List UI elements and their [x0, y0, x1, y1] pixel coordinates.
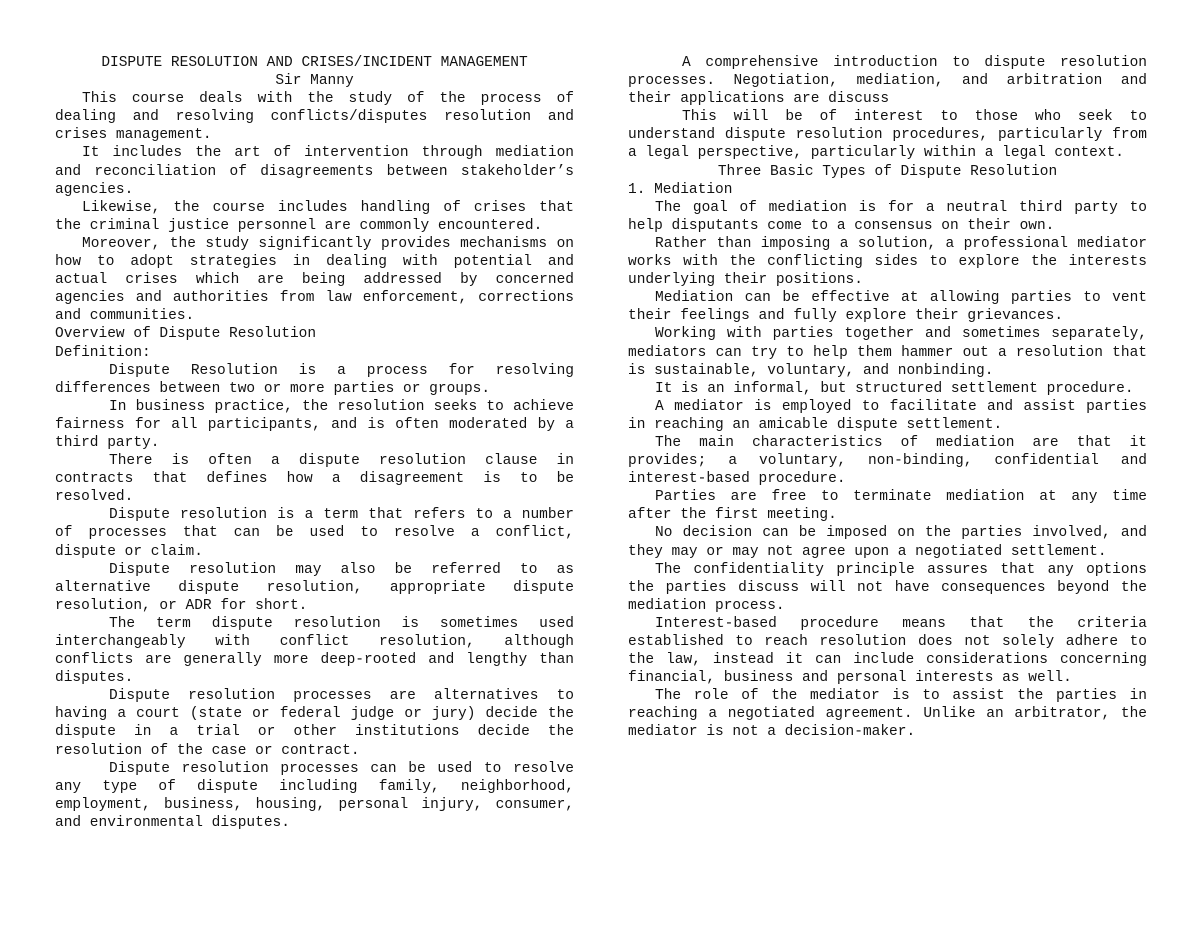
- mediation-paragraph: The main characteristics of mediation are that it provides; a voluntary, non-binding, confidential and interest-based procedure.: [628, 434, 1147, 488]
- mediation-paragraph: The goal of mediation is for a neutral third party to help disputants come to a consensus on their own.: [628, 199, 1147, 234]
- definition-paragraph: Dispute Resolution is a process for resolving differences between two or more parties or groups.: [55, 362, 574, 397]
- intro-paragraph: A comprehensive introduction to dispute resolution processes. Negotiation, mediation, and arbitration and their applications are discuss: [628, 55, 1147, 108]
- overview-heading: Overview of Dispute Resolution: [55, 326, 317, 343]
- definition-paragraph: Dispute resolution may also be referred to as alternative dispute resolution, appropriate dispute resolution, or ADR for short.: [55, 561, 574, 614]
- definition-paragraph: Dispute resolution is a term that refers to a number of processes that can be used to resolve a conflict, dispute or claim.: [55, 507, 574, 560]
- definition-paragraph: The term dispute resolution is sometimes used interchangeably with conflict resolution, although conflicts are generally more deep-rooted and lengthy than disputes.: [55, 615, 574, 687]
- right-column: [628, 54, 1147, 742]
- types-heading: Three Basic Types of Dispute Resolution: [717, 163, 1058, 180]
- mediation-paragraph: The role of the mediator is to assist the parties in reaching a negotiated agreement. Unlike an arbitrator, the mediator is not a decision-maker.: [628, 688, 1147, 741]
- definition-paragraph: In business practice, the resolution seeks to achieve fairness for all participants, and is often moderated by a third party.: [55, 398, 574, 451]
- mediation-heading: 1. Mediation: [628, 181, 733, 198]
- mediation-paragraph: It is an informal, but structured settlement procedure.: [655, 380, 1134, 397]
- mediation-paragraph: Interest-based procedure means that the criteria established to reach resolution does not solely adhere to the law, instead it can include considerations concerning financial, business and personal interests as well.: [628, 615, 1147, 687]
- definition-paragraph: There is often a dispute resolution clause in contracts that defines how a disagreement is to be resolved.: [55, 453, 574, 506]
- mediation-paragraph: A mediator is employed to facilitate and assist parties in reaching an amicable dispute settlement.: [628, 398, 1147, 433]
- definition-heading: Definition:: [55, 344, 151, 361]
- document-title: DISPUTE RESOLUTION AND CRISES/INCIDENT MANAGEMENT: [101, 55, 528, 71]
- mediation-paragraph: Working with parties together and sometimes separately, mediators can try to help them hammer out a resolution that is sustainable, voluntary, and nonbinding.: [628, 326, 1147, 379]
- intro-paragraph: It includes the art of intervention through mediation and reconciliation of disagreements between stakeholder’s agencies.: [55, 145, 574, 198]
- intro-paragraph: Moreover, the study significantly provides mechanisms on how to adopt strategies in dealing with potential and actual crises which are being addressed by concerned agencies and authorities from law enforcement, corrections and communities.: [55, 235, 574, 325]
- intro-paragraph: Likewise, the course includes handling of crises that the criminal justice personnel are commonly encountered.: [55, 199, 574, 234]
- intro-paragraph: This will be of interest to those who seek to understand dispute resolution procedures, particularly from a legal perspective, particularly within a legal context.: [628, 109, 1147, 162]
- mediation-paragraph: The confidentiality principle assures that any options the parties discuss will not have consequences beyond the mediation process.: [628, 561, 1147, 614]
- author-name: Sir Manny: [275, 73, 354, 90]
- definition-paragraph: Dispute resolution processes are alternatives to having a court (state or federal judge or jury) decide the dispute in a trial or other institutions decide the resolution of the case or contract.: [55, 688, 574, 759]
- mediation-paragraph: No decision can be imposed on the parties involved, and they may or may not agree upon a negotiated settlement.: [628, 525, 1147, 560]
- left-column: [55, 54, 574, 832]
- definition-paragraph: Dispute resolution processes can be used to resolve any type of dispute including family, neighborhood, employment, business, housing, personal injury, consumer, and environmental disputes.: [55, 760, 574, 831]
- mediation-paragraph: Rather than imposing a solution, a professional mediator works with the conflicting sides to explore the interests underlying their positions.: [628, 235, 1147, 289]
- mediation-paragraph: Mediation can be effective at allowing parties to vent their feelings and fully explore their grievances.: [628, 290, 1147, 325]
- mediation-paragraph: Parties are free to terminate mediation at any time after the first meeting.: [628, 489, 1147, 524]
- intro-paragraph: This course deals with the study of the process of dealing and resolving conflicts/disputes resolution and crises management.: [55, 91, 574, 144]
